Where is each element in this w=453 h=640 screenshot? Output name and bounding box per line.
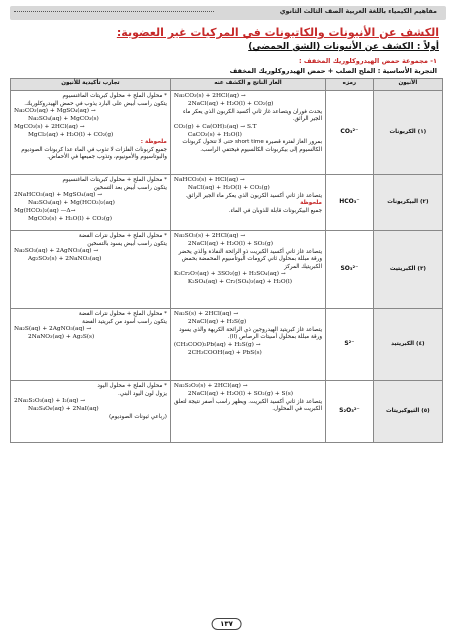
description-text: يتصاعد غاز ثاني أكسيد الكربون الذي يعكر ماء الجير الرائق. (185, 192, 323, 199)
description-text: يتكون راسب أبيض على البارد يذوب في حمض الهيدروكلوريك. (24, 100, 167, 107)
equation: Na₂CO₃(aq) + MgSO₄(aq) → (14, 108, 96, 115)
anion-name-cell: (٢) البيكربونات (373, 175, 442, 231)
description-text: جميع البيكربونات قابلة للذوبان في الماء. (228, 207, 323, 214)
gas-cell (170, 381, 325, 443)
equation: CO₂(g) + Ca(OH)₂(aq) → S.T (173, 123, 257, 130)
description-text: (رباعي ثيونات الصوديوم) (108, 413, 167, 420)
note-label: ملحوظة (300, 200, 323, 207)
equation: 2NaNO₃(aq) + Ag₂S(s) (28, 333, 95, 340)
group-heading: ١- مجموعة حمض الهيدروكلوريك المخفف : (298, 57, 437, 65)
header-symbol: رمزه (326, 79, 374, 91)
description-text: * محلول الملح + محلول اليود (97, 383, 167, 389)
note-label: ملحوظة : (140, 139, 167, 146)
description-text: يتكون راسب أسود من كبريتيد الفضة (82, 318, 167, 325)
symbol-cell: S²⁻ (326, 309, 374, 381)
gas-cell (170, 91, 325, 175)
description-text: يتكون راسب أبيض بعد التسخين (93, 184, 167, 191)
confirm-cell (11, 91, 171, 175)
description-text: يتكون راسب أبيض يسود بالتسخين (87, 240, 167, 247)
description-text: * محلول الملح + محلول كبريتات الماغنسيوم (62, 93, 167, 99)
description-text: يتصاعد غاز ثاني أكسيد الكبريت. ويظهر راسب أصفر نتيجة لتعلق الكبريت في المحلول. (174, 398, 323, 413)
page-title: الكشف عن الأنيونات والكاتيونات في المركبات غير العضوية: (116, 26, 439, 39)
equation: Na₂S(aq) + 2AgNO₃(aq) → (14, 326, 92, 333)
description-text: يتصاعد غاز ثاني أكسيد الكبريت ذو الرائحة النفاذة والذي يخضر ورقة مبللة بمحلول ثاني كرومات البوتاسيوم المحمضة بحمض الكبريتيك المركز (178, 248, 323, 270)
header-divider (14, 11, 214, 12)
anion-name-cell: (٥) الثيوكبريتات (373, 381, 442, 443)
description-text: يتصاعد غاز كبريتيد الهيدروجين ذي الرائحة الكريهة والذي يسود ورقة مبللة بمحلول أسيتات الرصاص (II). (179, 326, 323, 341)
anion-name-cell: (١) الكربونات (373, 91, 442, 175)
table-row (11, 175, 443, 231)
anion-name-cell: (٤) الكبريتيد (373, 309, 442, 381)
equation: Mg(HCO₃)₂(aq) —Δ→ (14, 207, 76, 214)
confirm-cell (11, 309, 171, 381)
equation: 2NaCl(aq) + H₂O(l) + CO₂(g) (187, 100, 274, 107)
equation: Na₂S₄O₆(aq) + 2NaI(aq) (28, 405, 99, 412)
equation: Na₂SO₄(aq) + MgCO₃(s) (28, 115, 99, 122)
page-number: ١٣٧ (211, 618, 242, 630)
equation: 2NaCl(aq) + H₂O(l) + SO₂(g) (187, 240, 273, 247)
anion-name-cell: (٣) الكبريتيت (373, 231, 442, 309)
table-row (11, 309, 443, 381)
equation: Na₂S(s) + 2HCl(aq) → (173, 311, 239, 317)
equation: Na₂SO₃(aq) + 2AgNO₃(aq) → (14, 248, 99, 255)
description-text: * محلول الملح + محلول نترات الفضة (78, 233, 167, 239)
section-subtitle: أولاً : الكشف عن الأنيونات (الشق الحمضي) (248, 42, 439, 52)
equation: 2NaCl(aq) + H₂O(l) + SO₂(g) + S(s) (187, 390, 293, 397)
table-row (11, 91, 443, 175)
equation: 2Na₂S₂O₃(aq) + I₂(aq) → (14, 398, 86, 405)
gas-cell (170, 231, 325, 309)
confirm-cell (11, 175, 171, 231)
equation: 2NaHCO₃(aq) + MgSO₄(aq) → (14, 192, 103, 199)
table-header-row (11, 79, 443, 91)
equation: Na₂SO₃(s) + 2HCl(aq) → (173, 233, 246, 239)
symbol-cell: HCO₃⁻ (326, 175, 374, 231)
equation: NaCl(aq) + H₂O(l) + CO₂(g) (187, 184, 270, 191)
description-text: * محلول الملح + محلول كبريتات الماغنسيوم (62, 177, 167, 183)
equation: 2NaCl(aq) + H₂S(g) (187, 318, 247, 325)
header-anion: الأنيون (373, 79, 442, 91)
description-text: جميع كربونات الفلزات لا تذوب في الماء عدا كربونات الصوديوم والبوتاسيوم والأمونيوم، وتذوب جميعها في الأحماض. (21, 146, 167, 161)
table-row (11, 231, 443, 309)
equation: 2CH₃COOH(aq) + PbS(s) (187, 349, 262, 356)
equation: Na₂SO₄(aq) + Mg(HCO₃)₂(aq) (28, 199, 115, 206)
description-text: يزول لون اليود البني. (118, 390, 167, 397)
equation: Na₂CO₃(s) + 2HCl(aq) → (173, 93, 246, 99)
equation: Na₂S₂O₃(s) + 2HCl(aq) → (173, 383, 248, 389)
equation: NaHCO₃(s) + HCl(aq) → (173, 177, 245, 183)
equation: K₂SO₄(aq) + Cr₂(SO₄)₃(aq) + H₂O(l) (187, 279, 293, 286)
description-text: يحدث فوران ويتصاعد غاز ثاني أكسيد الكربون الذي يعكر ماء الجير الرائق. (182, 108, 323, 123)
equation: K₂Cr₂O₇(aq) + 3SO₂(g) + H₂SO₄(aq) → (173, 271, 286, 278)
equation: MgCO₃(s) + 2HCl(aq) → (14, 123, 85, 130)
symbol-cell: SO₃²⁻ (326, 231, 374, 309)
equation: Ag₂SO₃(s) + 2NaNO₃(aq) (28, 255, 102, 262)
description-text: * محلول الملح + محلول نترات الفضة (78, 311, 167, 317)
anion-table (10, 78, 443, 443)
equation: CaCO₃(s) + H₂O(l) (187, 131, 242, 138)
equation: (CH₃COO)₂Pb(aq) + H₂S(g) → (173, 341, 261, 348)
equation: MgCO₃(s) + H₂O(l) + CO₂(g) (28, 215, 112, 222)
header-gas: الغاز الناتج و الكشف عنه (170, 79, 325, 91)
table-row (11, 381, 443, 443)
basic-experiment: التجربة الأساسية : الملح الصلب + حمض الهيدروكلوريك المخفف (229, 67, 437, 75)
confirm-cell (11, 231, 171, 309)
gas-cell (170, 175, 325, 231)
confirm-cell (11, 381, 171, 443)
header-text: مفاهيم الكيمياء باللغة العربية الصف الثالث الثانوي (279, 7, 437, 15)
symbol-cell: S₂O₃²⁻ (326, 381, 374, 443)
gas-cell (170, 309, 325, 381)
description-text: بمرور الغاز لفترة قصيرة short time حتى لا تتحول كربونات الكالسيوم إلى بيكربونات الكالسيوم فيختفي الراسب. (182, 139, 323, 153)
header-confirm: تجارب تأكيدية للأنيون (11, 79, 171, 91)
symbol-cell: CO₃²⁻ (326, 91, 374, 175)
equation: MgCl₂(aq) + H₂O(l) + CO₂(g) (28, 131, 114, 138)
